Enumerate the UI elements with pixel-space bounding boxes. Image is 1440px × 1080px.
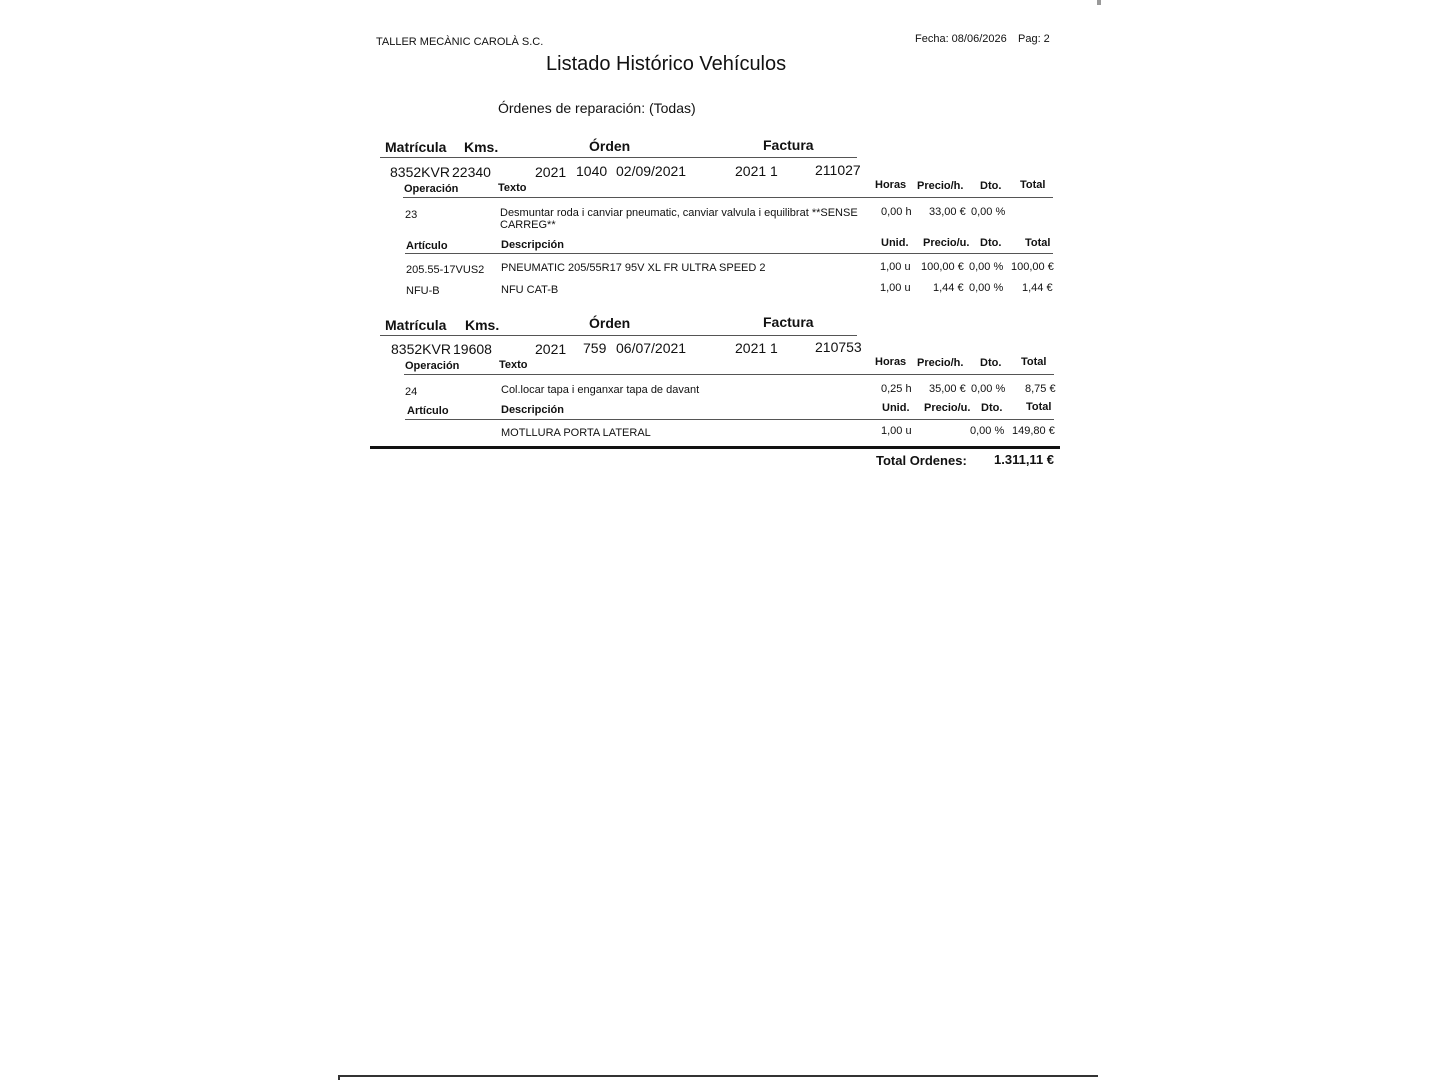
report-title: Listado Histórico Vehículos <box>546 53 787 75</box>
report-subtitle: Órdenes de reparación: (Todas) <box>498 100 696 116</box>
col-matricula: Matrícula <box>385 139 447 155</box>
article-unid: 1,00 u <box>881 425 912 437</box>
kms-value: 22340 <box>452 164 491 180</box>
print-date: Fecha: 08/06/2026 <box>915 33 1007 45</box>
col-unid: Unid. <box>881 237 909 249</box>
operation-dto: 0,00 % <box>971 383 1006 395</box>
article-total: 1,44 € <box>1022 282 1053 294</box>
orden-number: 759 <box>583 340 607 356</box>
col-articulo: Artículo <box>407 405 449 417</box>
orden-date: 02/09/2021 <box>616 163 687 179</box>
company-name: TALLER MECÀNIC CAROLÀ S.C. <box>376 36 544 48</box>
article-dto: 0,00 % <box>969 261 1004 273</box>
operation-horas: 0,25 h <box>881 383 912 395</box>
col-precio-h: Precio/h. <box>917 180 964 192</box>
col-horas: Horas <box>875 179 907 191</box>
factura-serie: 2021 1 <box>735 340 778 356</box>
divider <box>405 253 1053 254</box>
col-texto: Texto <box>499 359 528 371</box>
total-value: 1.311,11 € <box>994 452 1055 467</box>
orden-year: 2021 <box>535 341 567 357</box>
article-desc: NFU CAT-B <box>501 284 559 296</box>
divider <box>405 419 1054 420</box>
orden-date: 06/07/2021 <box>616 340 687 356</box>
article-unid: 1,00 u <box>880 261 911 273</box>
page-edge-tick <box>338 1075 340 1080</box>
article-precio: 1,44 € <box>933 282 964 294</box>
factura-number: 210753 <box>815 339 862 355</box>
orden-number: 1040 <box>576 163 608 179</box>
col-orden: Órden <box>589 138 631 154</box>
article-precio: 100,00 € <box>921 261 964 273</box>
article-dto: 0,00 % <box>970 425 1005 437</box>
col-matricula: Matrícula <box>385 317 447 333</box>
page-edge <box>338 1075 1098 1077</box>
article-total: 100,00 € <box>1011 261 1054 273</box>
operation-dto: 0,00 % <box>971 206 1006 218</box>
col-dto: Dto. <box>980 237 1002 249</box>
col-horas: Horas <box>875 356 907 368</box>
col-texto: Texto <box>498 182 527 194</box>
col-unid: Unid. <box>882 402 910 414</box>
article-desc: MOTLLURA PORTA LATERAL <box>501 427 651 439</box>
col-factura: Factura <box>763 314 814 330</box>
col-factura: Factura <box>763 137 814 153</box>
operation-precio: 33,00 € <box>929 206 966 218</box>
article-dto: 0,00 % <box>969 282 1004 294</box>
col-operacion: Operación <box>405 360 460 372</box>
factura-number: 211027 <box>815 162 861 178</box>
article-total: 149,80 € <box>1012 425 1055 437</box>
divider <box>403 197 1053 198</box>
kms-value: 19608 <box>453 341 492 357</box>
col-dto: Dto. <box>980 180 1002 192</box>
factura-serie: 2021 1 <box>735 163 778 179</box>
divider <box>380 157 857 158</box>
col-total: Total <box>1020 179 1046 191</box>
operation-code: 23 <box>405 209 418 221</box>
total-label: Total Ordenes: <box>876 453 967 468</box>
orden-year: 2021 <box>535 164 567 180</box>
article-desc: PNEUMATIC 205/55R17 95V XL FR ULTRA SPEED 2 <box>501 262 766 274</box>
col-total: Total <box>1021 356 1047 368</box>
operation-text: Col.locar tapa i enganxar tapa de davant <box>501 384 700 396</box>
article-unid: 1,00 u <box>880 282 911 294</box>
total-rule <box>370 446 1060 449</box>
col-orden: Órden <box>589 315 631 331</box>
col-kms: Kms. <box>465 317 500 333</box>
col-articulo: Artículo <box>406 240 448 252</box>
operation-horas: 0,00 h <box>881 206 912 218</box>
operation-text-cont: CARREG** <box>500 219 556 231</box>
col-precio-u: Precio/u. <box>924 402 971 414</box>
matricula-value: 8352KVR <box>391 341 451 357</box>
col-total: Total <box>1026 401 1052 413</box>
col-dto: Dto. <box>981 402 1003 414</box>
col-descripcion: Descripción <box>501 239 564 251</box>
article-code: 205.55-17VUS2 <box>406 264 485 276</box>
divider <box>404 374 1054 375</box>
col-total: Total <box>1025 237 1051 249</box>
scan-mark <box>1097 0 1101 5</box>
col-precio-u: Precio/u. <box>923 237 970 249</box>
article-code: NFU-B <box>406 285 440 297</box>
page-number: Pag: 2 <box>1018 33 1050 45</box>
col-precio-h: Precio/h. <box>917 357 964 369</box>
operation-precio: 35,00 € <box>929 383 966 395</box>
col-kms: Kms. <box>464 139 499 155</box>
operation-total: 8,75 € <box>1025 383 1056 395</box>
operation-code: 24 <box>405 386 418 398</box>
col-dto: Dto. <box>980 357 1002 369</box>
col-operacion: Operación <box>404 183 459 195</box>
matricula-value: 8352KVR <box>390 164 450 180</box>
divider <box>380 335 857 336</box>
operation-text: Desmuntar roda i canviar pneumatic, canviar valvula i equilibrat **SENSE <box>500 207 858 219</box>
col-descripcion: Descripción <box>501 404 564 416</box>
